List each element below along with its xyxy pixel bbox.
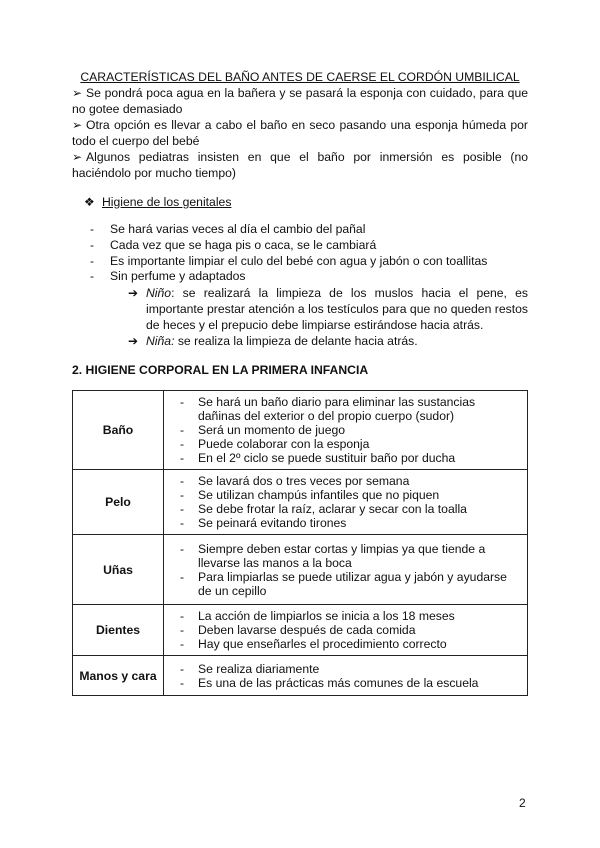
row-label: Baño bbox=[73, 391, 164, 470]
page-number: 2 bbox=[519, 796, 526, 810]
table-row bbox=[73, 656, 528, 696]
list-item: - Se debe frotar la raíz, aclarar y secar con la toalla bbox=[164, 502, 521, 516]
arrowhead-bullet-icon: ➢ bbox=[72, 150, 83, 164]
list-item: - Deben lavarse después de cada comida bbox=[164, 623, 521, 637]
list-item: - Se hará un baño diario para eliminar las sustancias dañinas del exterior o del propio cuerpo (sudor) bbox=[164, 395, 521, 423]
row-label: Uñas bbox=[73, 535, 164, 605]
intro-point: ➢ Otra opción es llevar a cabo el baño en seco pasando una esponja húmeda por todo el cuerpo del bebé bbox=[72, 118, 528, 148]
list-item: - Se peinará evitando tirones bbox=[164, 516, 521, 530]
table-row bbox=[73, 535, 528, 605]
list-item: - La acción de limpiarlos se inicia a los 18 meses bbox=[164, 609, 521, 623]
list-item: - Es una de las prácticas más comunes de la escuela bbox=[164, 676, 521, 690]
list-item: - Se utilizan champús infantiles que no piquen bbox=[164, 488, 521, 502]
list-item: - Será un momento de juego bbox=[164, 423, 521, 437]
intro-point: ➢ Se pondrá poca agua en la bañera y se pasará la esponja con cuidado, para que no gotee demasiado bbox=[72, 86, 528, 116]
intro-point: ➢ Algunos pediatras insisten en que el baño por inmersión es posible (no haciéndolo por mucho tiempo) bbox=[72, 150, 528, 180]
page-title: CARACTERÍSTICAS DEL BAÑO ANTES DE CAERSE EL CORDÓN UMBILICAL bbox=[80, 70, 520, 84]
list-item: - Sin perfume y adaptados bbox=[72, 269, 528, 285]
sub-item-nina: ➔ Niña: se realiza la limpieza de delante hacia atrás. bbox=[128, 334, 418, 349]
list-item: - Cada vez que se haga pis o caca, se le cambiará bbox=[72, 238, 528, 254]
row-label: Manos y cara bbox=[73, 656, 164, 696]
arrow-right-icon: ➔ bbox=[128, 286, 139, 301]
table-row bbox=[73, 470, 528, 535]
row-content bbox=[164, 656, 528, 696]
document-page bbox=[72, 70, 528, 696]
list-item: - Es importante limpiar el culo del bebé con agua y jabón o con toallitas bbox=[72, 254, 528, 270]
arrowhead-bullet-icon: ➢ bbox=[72, 86, 83, 100]
sub-item-nino: ➔ Niño: se realizará la limpieza de los muslos hacia el pene, es importante prestar atención a los testículos para que no queden restos de heces y el prepucio debe limpiarse estirándose hacia atrás. bbox=[128, 286, 528, 333]
list-item: - Se lavará dos o tres veces por semana bbox=[164, 474, 521, 488]
arrow-right-icon: ➔ bbox=[128, 334, 139, 349]
list-item: - En el 2º ciclo se puede sustituir baño por ducha bbox=[164, 451, 521, 465]
row-label: Pelo bbox=[73, 470, 164, 535]
genitals-list bbox=[72, 222, 528, 285]
row-content bbox=[164, 391, 528, 470]
section-heading: 2. HIGIENE CORPORAL EN LA PRIMERA INFANCIA bbox=[72, 363, 369, 378]
row-label: Dientes bbox=[73, 605, 164, 656]
list-item: - Hay que enseñarles el procedimiento correcto bbox=[164, 637, 521, 651]
table-row bbox=[73, 391, 528, 470]
diamond-bullet-icon: ❖ bbox=[84, 195, 95, 209]
row-content bbox=[164, 470, 528, 535]
list-item: - Puede colaborar con la esponja bbox=[164, 437, 521, 451]
row-content bbox=[164, 535, 528, 605]
table-row bbox=[73, 605, 528, 656]
row-content bbox=[164, 605, 528, 656]
list-item: - Siempre deben estar cortas y limpias ya que tiende a llevarse las manos a la boca bbox=[164, 542, 521, 570]
arrowhead-bullet-icon: ➢ bbox=[72, 118, 83, 132]
list-item: - Se realiza diariamente bbox=[164, 662, 521, 676]
genitals-heading: ❖ Higiene de los genitales bbox=[84, 195, 232, 209]
hygiene-table bbox=[72, 390, 528, 696]
list-item: - Se hará varias veces al día el cambio del pañal bbox=[72, 222, 528, 238]
list-item: - Para limpiarlas se puede utilizar agua y jabón y ayudarse de un cepillo bbox=[164, 570, 521, 598]
